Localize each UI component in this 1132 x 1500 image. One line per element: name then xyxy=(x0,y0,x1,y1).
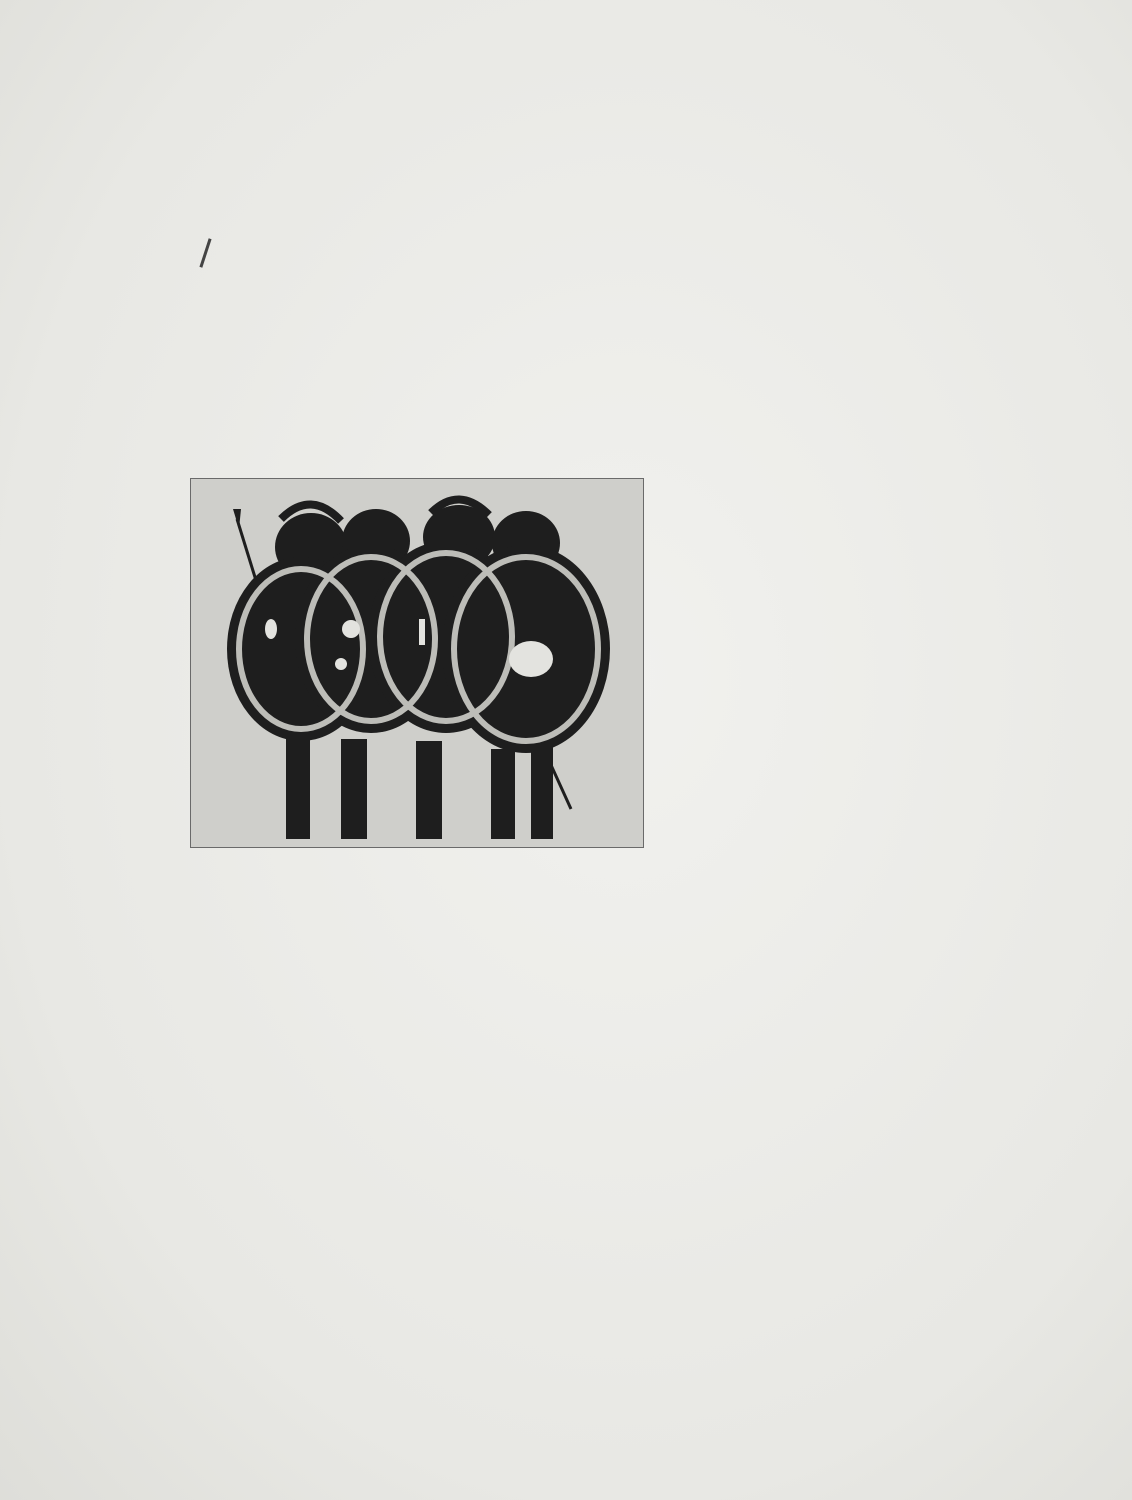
pencil-mark xyxy=(199,238,211,267)
hoplites-illustration xyxy=(191,479,643,847)
figure-hoplites-vase xyxy=(190,478,644,848)
